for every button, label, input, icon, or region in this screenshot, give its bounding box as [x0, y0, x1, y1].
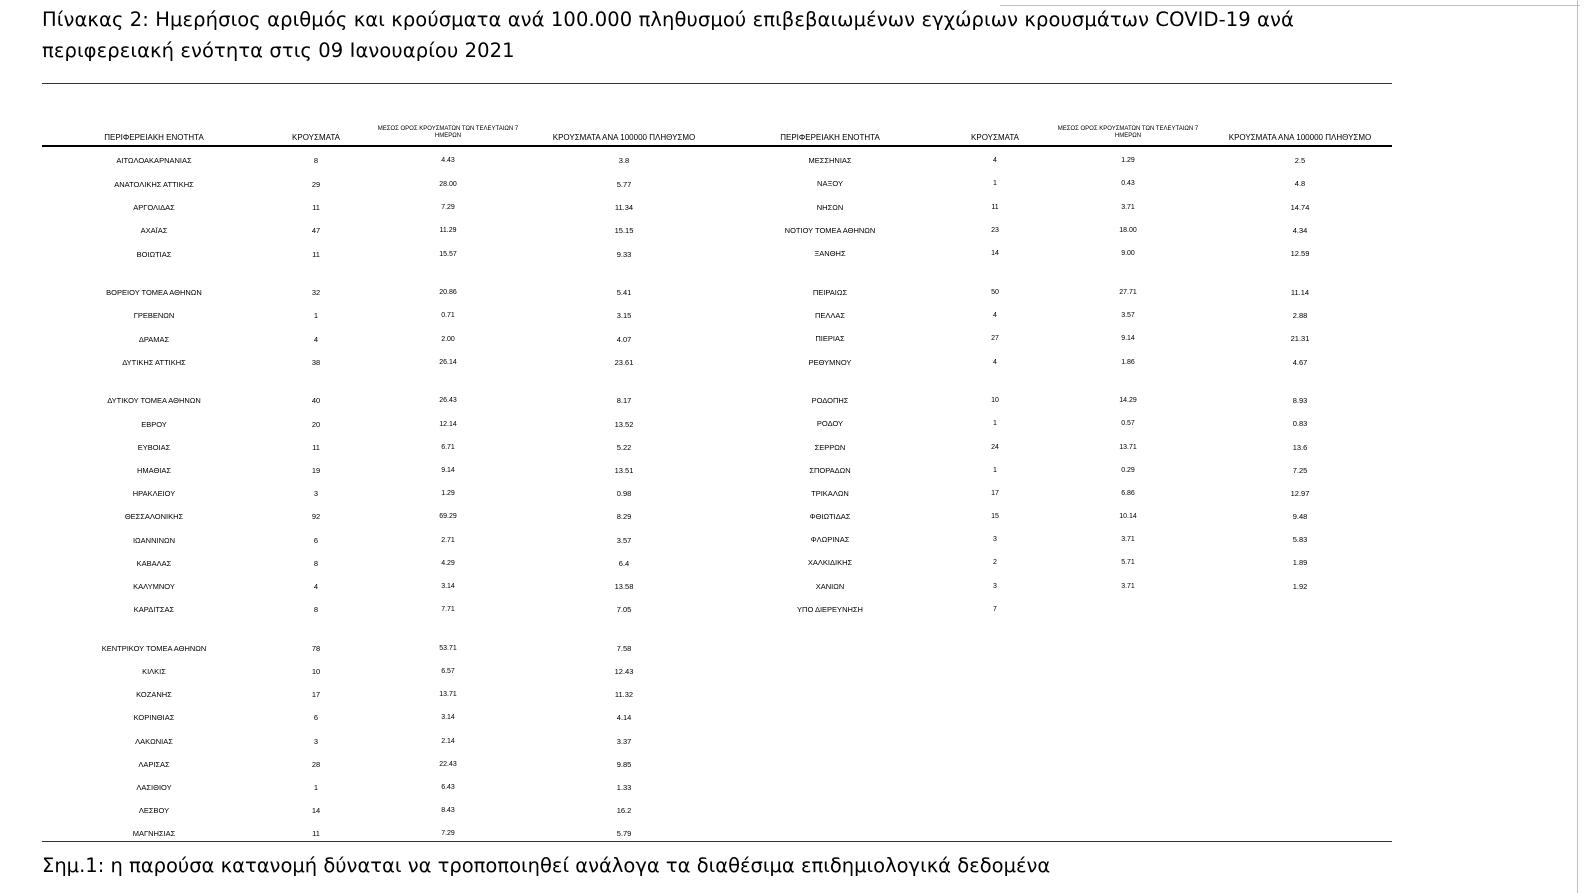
cell-cases: 19 [311, 466, 321, 475]
header-avg-right-line1: ΜΕΣΟΣ ΟΡΟΣ ΚΡΟΥΣΜΑΤΩΝ ΤΩΝ ΤΕΛΕΥΤΑΙΩΝ 7 [1057, 126, 1199, 132]
cell-per100k: 5.22 [616, 443, 632, 452]
cell-cases: 17 [311, 690, 321, 699]
table-row [0, 334, 1595, 344]
cell-avg: 3.71 [1121, 583, 1135, 590]
cell-region: ΘΕΣΣΑΛΟΝΙΚΗΣ [124, 512, 184, 521]
cell-region: ΦΛΩΡΙΝΑΣ [810, 535, 850, 544]
cell-cases: 15 [991, 513, 999, 520]
table-row [0, 358, 1595, 368]
cell-cases: 11 [312, 829, 320, 838]
cell-per100k: 14.74 [1290, 203, 1310, 212]
cell-region: ΚΑΒΑΛΑΣ [136, 559, 172, 568]
table-row [0, 644, 1595, 654]
header-region-left: ΠΕΡΙΦΕΡΕΙΑΚΗ ΕΝΟΤΗΤΑ [104, 133, 204, 142]
table-row [0, 311, 1595, 321]
table-row [0, 288, 1595, 298]
header-avg-right-line2: ΗΜΕΡΩΝ [1114, 133, 1142, 139]
cell-avg: 9.14 [1121, 335, 1135, 342]
cell-region: ΑΡΓΟΛΙΔΑΣ [133, 203, 175, 212]
cell-avg: 3.71 [1121, 536, 1135, 543]
cell-region: ΣΠΟΡΑΔΩΝ [809, 466, 851, 475]
cell-cases: 3 [993, 536, 997, 543]
table-row [0, 156, 1595, 166]
cell-avg: 4.43 [441, 157, 455, 164]
cell-avg: 3.57 [1121, 312, 1135, 319]
cell-region: ΡΕΘΥΜΝΟΥ [808, 358, 852, 367]
cell-avg: 20.86 [439, 289, 457, 296]
table-row [0, 419, 1595, 429]
table-row [0, 203, 1595, 213]
cell-per100k: 13.58 [614, 582, 634, 591]
cell-region: ΥΠΟ ΔΙΕΡΕΥΝΗΣΗ [797, 605, 863, 614]
cell-per100k: 12.97 [1290, 489, 1310, 498]
cell-per100k: 12.59 [1290, 249, 1310, 258]
cell-per100k: 11.32 [614, 690, 634, 699]
cell-per100k: 3.8 [618, 156, 630, 165]
cell-per100k: 5.83 [1292, 535, 1308, 544]
cell-region: ΔΡΑΜΑΣ [138, 335, 170, 344]
cell-cases: 10 [991, 397, 999, 404]
cell-region: ΛΕΣΒΟΥ [138, 806, 170, 815]
cell-region: ΧΑΛΚΙΔΙΚΗΣ [807, 558, 853, 567]
cell-cases: 50 [991, 289, 999, 296]
cell-avg: 4.29 [441, 560, 455, 567]
table-row [0, 806, 1595, 816]
cell-avg: 6.57 [441, 668, 455, 675]
cell-avg: 5.71 [1121, 559, 1135, 566]
cell-per100k: 1.33 [616, 783, 632, 792]
cell-per100k: 11.34 [614, 203, 634, 212]
cell-avg: 3.14 [441, 714, 455, 721]
cell-per100k: 3.15 [616, 311, 632, 320]
table-row [0, 605, 1595, 615]
cell-cases: 28 [311, 760, 321, 769]
cell-region: ΧΑΝΙΩΝ [815, 582, 845, 591]
cell-avg: 9.00 [1121, 250, 1135, 257]
cell-cases: 8 [313, 156, 319, 165]
cell-region: ΔΥΤΙΚΗΣ ΑΤΤΙΚΗΣ [122, 358, 186, 367]
cell-region: ΠΕΙΡΑΙΩΣ [812, 288, 848, 297]
cell-cases: 11 [312, 203, 320, 212]
table-row [0, 760, 1595, 770]
cell-region: ΓΡΕΒΕΝΩΝ [133, 311, 175, 320]
cell-avg: 12.14 [439, 421, 457, 428]
table-row [0, 179, 1595, 189]
cell-cases: 8 [313, 605, 319, 614]
cell-cases: 4 [993, 359, 997, 366]
cell-region: ΚΑΛΥΜΝΟΥ [133, 582, 175, 591]
cell-cases: 3 [993, 583, 997, 590]
cell-cases: 1 [993, 180, 997, 187]
cell-region: ΗΡΑΚΛΕΙΟΥ [132, 489, 176, 498]
footnote: Σημ.1: η παρούσα κατανομή δύναται να τροποποιηθεί ανάλογα τα διαθέσιμα επιδημιολογικά δεδομένα [42, 854, 1051, 877]
cell-cases: 2 [993, 559, 997, 566]
cell-cases: 78 [311, 644, 321, 653]
cell-region: ΤΡΙΚΑΛΩΝ [811, 489, 849, 498]
header-per100k-left: ΚΡΟΥΣΜΑΤΑ ΑΝΑ 100000 ΠΛΗΘΥΣΜΟ [552, 133, 696, 142]
cell-per100k: 9.48 [1292, 512, 1308, 521]
cell-cases: 6 [313, 536, 319, 545]
cell-cases: 1 [313, 783, 319, 792]
cell-avg: 13.71 [439, 691, 457, 698]
cell-avg: 8.43 [441, 807, 455, 814]
cell-per100k: 5.79 [616, 829, 632, 838]
cell-region: ΡΟΔΟΠΗΣ [811, 396, 849, 405]
table-row [0, 535, 1595, 545]
cell-cases: 29 [311, 180, 321, 189]
cell-per100k: 16.2 [616, 806, 632, 815]
table-row [0, 466, 1595, 476]
header-region-right: ΠΕΡΙΦΕΡΕΙΑΚΗ ΕΝΟΤΗΤΑ [780, 133, 880, 142]
cell-per100k: 6.4 [618, 559, 630, 568]
table-row [0, 249, 1595, 259]
cell-per100k: 13.6 [1292, 443, 1308, 452]
cell-avg: 9.14 [441, 467, 455, 474]
cell-cases: 14 [311, 806, 321, 815]
cell-region: ΚΕΝΤΡΙΚΟΥ ΤΟΜΕΑ ΑΘΗΝΩΝ [101, 644, 207, 653]
cell-region: ΝΗΣΩΝ [816, 203, 844, 212]
cell-cases: 4 [313, 335, 319, 344]
header-per100k-right: ΚΡΟΥΣΜΑΤΑ ΑΝΑ 100000 ΠΛΗΘΥΣΜΟ [1228, 133, 1372, 142]
cell-region: ΦΘΙΩΤΙΔΑΣ [809, 512, 851, 521]
cell-avg: 0.57 [1121, 420, 1135, 427]
table-row [0, 558, 1595, 568]
cell-avg: 6.43 [441, 784, 455, 791]
cell-cases: 20 [311, 420, 321, 429]
cell-per100k: 4.67 [1292, 358, 1308, 367]
cell-region: ΛΑΚΩΝΙΑΣ [135, 737, 173, 746]
table-row [0, 226, 1595, 236]
cell-avg: 10.14 [1119, 513, 1137, 520]
cell-avg: 28.00 [439, 181, 457, 188]
table-row [0, 690, 1595, 700]
cell-avg: 7.71 [441, 606, 455, 613]
cell-region: ΣΕΡΡΩΝ [814, 443, 846, 452]
cell-avg: 69.29 [439, 513, 457, 520]
cell-avg: 7.29 [441, 204, 455, 211]
cell-cases: 4 [993, 312, 997, 319]
cell-avg: 0.29 [1121, 467, 1135, 474]
cell-per100k: 21.31 [1290, 334, 1310, 343]
cell-cases: 32 [311, 288, 321, 297]
cell-cases: 10 [311, 667, 321, 676]
cell-cases: 47 [311, 226, 321, 235]
cell-per100k: 12.43 [614, 667, 634, 676]
cell-region: ΗΜΑΘΙΑΣ [136, 466, 172, 475]
cell-avg: 2.00 [441, 336, 455, 343]
cell-avg: 2.14 [441, 738, 455, 745]
cell-per100k: 0.83 [1292, 419, 1308, 428]
cell-per100k: 0.98 [616, 489, 632, 498]
cell-region: ΞΑΝΘΗΣ [814, 249, 846, 258]
cell-region: ΛΑΣΙΘΙΟΥ [136, 783, 172, 792]
cell-cases: 3 [313, 737, 319, 746]
cell-cases: 14 [991, 250, 999, 257]
table-row [0, 489, 1595, 499]
table-row [0, 582, 1595, 592]
cell-per100k: 2.5 [1294, 156, 1306, 165]
cell-per100k: 4.14 [616, 713, 632, 722]
cell-region: ΚΟΡΙΝΘΙΑΣ [133, 713, 175, 722]
cell-per100k: 1.89 [1292, 558, 1308, 567]
cell-cases: 4 [313, 582, 319, 591]
header-cases-left: ΚΡΟΥΣΜΑΤΑ [292, 133, 340, 142]
cell-per100k: 8.29 [616, 512, 632, 521]
cell-region: ΚΟΖΑΝΗΣ [136, 690, 172, 699]
cell-cases: 11 [312, 443, 320, 452]
cell-region: ΑΝΑΤΟΛΙΚΗΣ ΑΤΤΙΚΗΣ [114, 180, 194, 189]
cell-avg: 6.86 [1121, 490, 1135, 497]
cell-cases: 11 [991, 204, 999, 211]
table-row [0, 737, 1595, 747]
cell-avg: 0.71 [441, 312, 455, 319]
cell-per100k: 4.34 [1292, 226, 1308, 235]
cell-per100k: 13.51 [614, 466, 634, 475]
cell-per100k: 8.17 [616, 396, 632, 405]
table-bottom-rule [42, 841, 1392, 842]
cell-region: ΒΟΙΩΤΙΑΣ [136, 250, 172, 259]
cell-region: ΕΥΒΟΙΑΣ [137, 443, 171, 452]
cell-cases: 17 [991, 490, 999, 497]
cell-cases: 1 [993, 420, 997, 427]
cell-cases: 8 [313, 559, 319, 568]
table-row [0, 713, 1595, 723]
cell-avg: 0.43 [1121, 180, 1135, 187]
cell-avg: 3.14 [441, 583, 455, 590]
cell-avg: 7.29 [441, 830, 455, 837]
cell-region: ΝΑΞΟΥ [817, 179, 843, 188]
table-row [0, 443, 1595, 453]
cell-avg: 26.43 [439, 397, 457, 404]
cell-cases: 1 [993, 467, 997, 474]
cell-per100k: 15.15 [614, 226, 634, 235]
cell-cases: 27 [991, 335, 999, 342]
cell-cases: 92 [311, 512, 321, 521]
cell-per100k: 23.61 [614, 358, 634, 367]
header-underline [42, 145, 1392, 147]
cell-per100k: 7.05 [616, 605, 632, 614]
cell-per100k: 9.85 [616, 760, 632, 769]
header-avg-left-line2: ΗΜΕΡΩΝ [434, 133, 462, 139]
cell-per100k: 4.07 [616, 335, 632, 344]
cell-per100k: 7.25 [1292, 466, 1308, 475]
cell-avg: 27.71 [1119, 289, 1137, 296]
cell-avg: 6.71 [441, 444, 455, 451]
header-avg-left-line1: ΜΕΣΟΣ ΟΡΟΣ ΚΡΟΥΣΜΑΤΩΝ ΤΩΝ ΤΕΛΕΥΤΑΙΩΝ 7 [377, 126, 519, 132]
cell-region: ΔΥΤΙΚΟΥ ΤΟΜΕΑ ΑΘΗΝΩΝ [107, 396, 201, 405]
cell-region: ΠΙΕΡΙΑΣ [815, 334, 845, 343]
cell-avg: 3.71 [1121, 204, 1135, 211]
cell-cases: 38 [311, 358, 321, 367]
cell-cases: 7 [993, 606, 997, 613]
cell-per100k: 7.58 [616, 644, 632, 653]
cell-cases: 23 [991, 227, 999, 234]
cell-cases: 11 [312, 250, 320, 259]
table-row [0, 667, 1595, 677]
table-row [0, 396, 1595, 406]
cell-avg: 15.57 [439, 251, 457, 258]
cell-cases: 6 [313, 713, 319, 722]
cell-per100k: 13.52 [614, 420, 634, 429]
cell-avg: 53.71 [439, 645, 457, 652]
cell-per100k: 5.41 [616, 288, 632, 297]
cell-cases: 4 [993, 157, 997, 164]
cell-per100k: 9.33 [616, 250, 632, 259]
document-title: Πίνακας 2: Ημερήσιος αριθμός και κρούσματα ανά 100.000 πληθυσμού επιβεβαιωμένων εγχώριων κρουσμάτων COVID-19 ανά περιφερειακή ενότητα στις 09 Ιανουαρίου 2021 [42, 8, 1294, 62]
cell-region: ΡΟΔΟΥ [816, 419, 844, 428]
cell-region: ΑΙΤΩΛΟΑΚΑΡΝΑΝΙΑΣ [116, 156, 192, 165]
cell-per100k: 3.57 [616, 536, 632, 545]
cell-region: ΒΟΡΕΙΟΥ ΤΟΜΕΑ ΑΘΗΝΩΝ [106, 288, 202, 297]
cell-cases: 24 [991, 444, 999, 451]
cell-per100k: 8.93 [1292, 396, 1308, 405]
cell-region: ΜΑΓΝΗΣΙΑΣ [132, 829, 176, 838]
cell-region: ΙΩΑΝΝΙΝΩΝ [132, 536, 176, 545]
cell-per100k: 4.8 [1294, 179, 1306, 188]
cell-avg: 1.29 [1121, 157, 1135, 164]
table-row [0, 512, 1595, 522]
cell-avg: 26.14 [439, 359, 457, 366]
cell-avg: 1.29 [441, 490, 455, 497]
cell-avg: 2.71 [441, 537, 455, 544]
cell-cases: 1 [313, 311, 319, 320]
cell-region: ΝΟΤΙΟΥ ΤΟΜΕΑ ΑΘΗΝΩΝ [784, 226, 876, 235]
cell-per100k: 3.37 [616, 737, 632, 746]
cell-region: ΚΑΡΔΙΤΣΑΣ [133, 605, 175, 614]
cell-region: ΕΒΡΟΥ [141, 420, 167, 429]
table-row [0, 783, 1595, 793]
cell-per100k: 2.88 [1292, 311, 1308, 320]
cell-avg: 14.29 [1119, 397, 1137, 404]
header-cases-right: ΚΡΟΥΣΜΑΤΑ [971, 133, 1019, 142]
cell-avg: 13.71 [1119, 444, 1137, 451]
cell-region: ΜΕΣΣΗΝΙΑΣ [808, 156, 852, 165]
cell-per100k: 1.92 [1292, 582, 1308, 591]
cell-avg: 11.29 [439, 227, 457, 234]
cell-cases: 40 [311, 396, 321, 405]
cell-region: ΛΑΡΙΣΑΣ [138, 760, 170, 769]
cell-region: ΚΙΛΚΙΣ [142, 667, 166, 676]
title-divider [42, 83, 1392, 84]
cell-avg: 1.86 [1121, 359, 1135, 366]
cell-region: ΑΧΑΪΑΣ [140, 226, 168, 235]
cell-region: ΠΕΛΛΑΣ [814, 311, 846, 320]
cell-cases: 3 [313, 489, 319, 498]
cell-avg: 22.43 [439, 761, 457, 768]
cell-per100k: 11.14 [1290, 288, 1310, 297]
cell-per100k: 5.77 [616, 180, 632, 189]
table-row [0, 829, 1595, 839]
cell-avg: 18.00 [1119, 227, 1137, 234]
